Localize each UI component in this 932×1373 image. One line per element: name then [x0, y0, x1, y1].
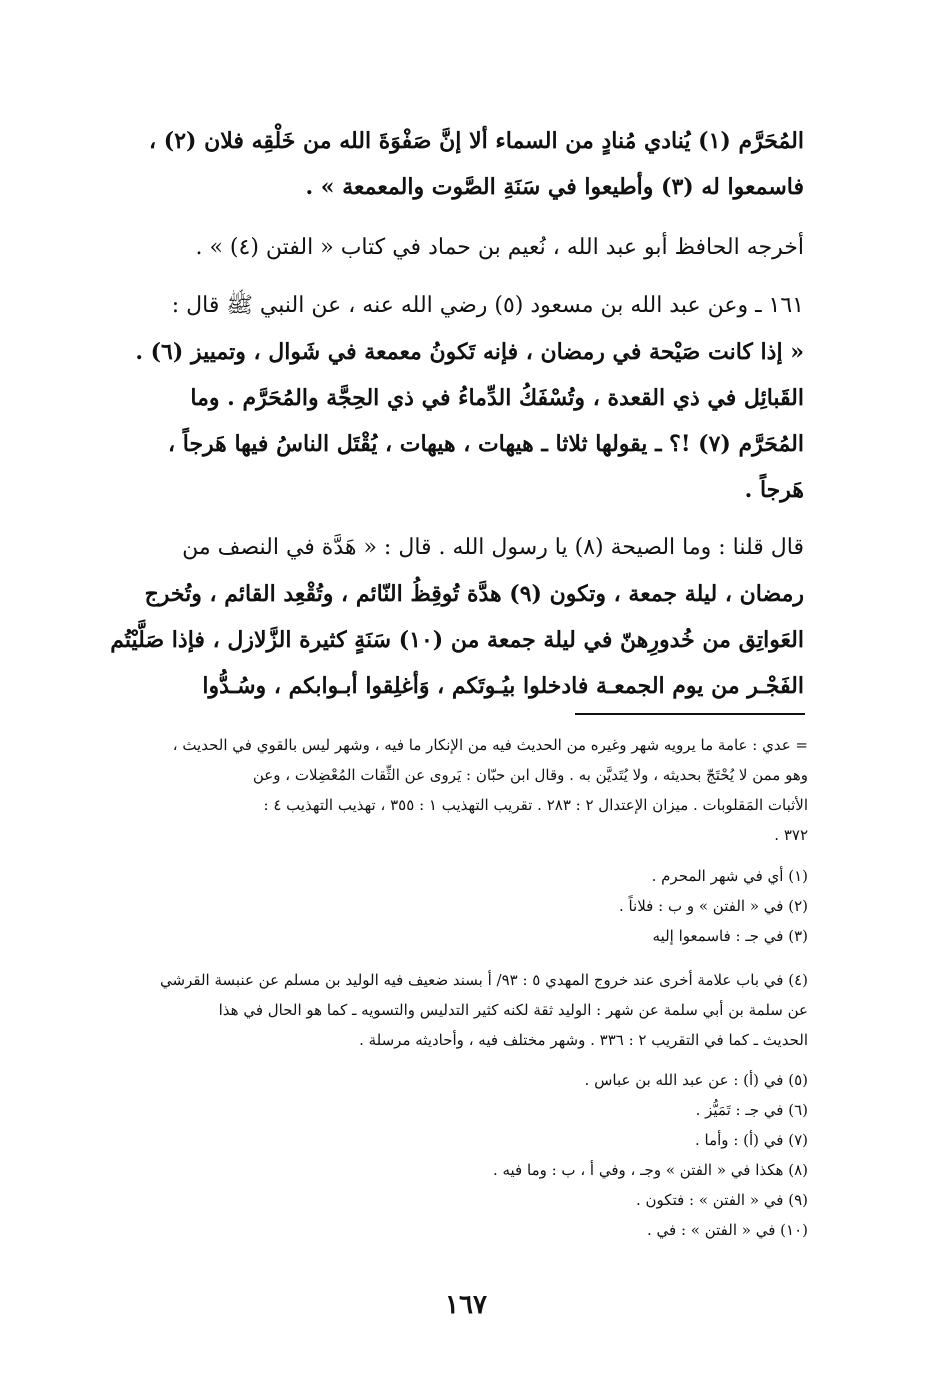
paragraph-hadith-161: [118, 283, 804, 513]
footnote-line: (٦) في جـ : تَمَيُّز .: [695, 1101, 808, 1119]
footnotes-group-3: [118, 1065, 808, 1245]
text-line: هَرجاً .: [744, 477, 804, 503]
footnote-line: (١) أي في شهر المحرم .: [651, 867, 808, 885]
footnote-line: (٢) في « الفتن » و ب : فلاناً .: [618, 897, 808, 915]
text-line: « إذا كانت صَيْحة في رمضان ، فإنه تَكونُ معمعة في شَوال ، وتمييز (٦) .: [135, 339, 804, 365]
footnote-line: (٨) هكذا في « الفتن » وجـ ، وفي أ ، ب : وما فيه .: [492, 1161, 808, 1179]
paragraph-question: [110, 525, 804, 709]
text-line: أخرجه الحافظ أبو عبد الله ، نُعيم بن حماد في كتاب « الفتن (٤) » .: [195, 235, 804, 260]
footnote-line: (٥) في (أ) : عن عبد الله بن عباس .: [584, 1071, 808, 1089]
footnotes-group-2: [118, 965, 808, 1055]
footnote-line: عن سلمة بن أبي سلمة عن شهر : الوليد ثقة لكنه كثير التدليس والتسويه ـ كما هو الحال في هذا: [218, 1001, 808, 1019]
page-number: ١٦٧: [445, 1290, 487, 1320]
text-line: قال قلنا : وما الصيحة (٨) يا رسول الله . قال : « هَدَّة في النصف من: [182, 535, 804, 560]
footnote-line: (٧) في (أ) : وأما .: [695, 1131, 808, 1149]
footnotes-group-1: [118, 861, 808, 951]
text-line: المُحَرَّم (١) يُنادي مُنادٍ من السماء ألا إنَّ صَفْوَةَ الله من خَلْقِه فلان (٢) ،: [149, 128, 804, 154]
paragraph-hadith-end: [118, 118, 804, 210]
footnote-divider: [575, 713, 805, 715]
text-line: المُحَرَّم (٧) !؟ ـ يقولها ثلاثا ـ هيهات ، هيهات ، يُقْتَل الناسُ فيها هَرجاً ،: [167, 431, 804, 457]
text-line: القَبائِل في ذي القعدة ، وتُسْفَكُ الدِّماءُ في ذي الحِجَّة والمُحَرَّم . وما: [190, 385, 804, 411]
footnote-line: الحديث ـ كما في التقريب ٢ : ٣٣٦ . وشهر مختلف فيه ، وأحاديثه مرسلة .: [359, 1031, 808, 1049]
text-line: الفَجْـر من يوم الجمعـة فادخلوا بيُـوتَكم ، وَأغلِقوا أبـوابكم ، وسُـدُّوا: [202, 673, 804, 699]
text-line: العَواتِق من خُدورِهنّ في ليلة جمعة من (١٠) سَنَةٍ كثيرة الزَّلازل ، فإذا صَلَّيْتُم: [110, 627, 804, 653]
footnote-line: (٤) في باب علامة أخرى عند خروج المهدي ٥ : ٩٣/ أ بسند ضعيف فيه الوليد بن مسلم عن عنبسة القرشي: [160, 971, 808, 989]
footnotes-continuation: [118, 730, 808, 850]
footnote-line: = عدي : عامة ما يرويه شهر وغيره من الحديث فيه من الإنكار ما فيه ، وشهر ليس بالقوي في الحديث ،: [172, 736, 808, 754]
paragraph-source: [118, 225, 804, 271]
footnote-line: (٣) في جـ : فاسمعوا إليه: [652, 927, 808, 945]
text-line: ١٦١ ـ وعن عبد الله بن مسعود (٥) رضي الله عنه ، عن النبي ﷺ قال :: [171, 293, 804, 318]
footnote-line: الأثبات المَقلوبات . ميزان الإعتدال ٢ : ٢٨٣ . تقريب التهذيب ١ : ٣٥٥ ، تهذيب التهذيب ٤ :: [263, 796, 808, 814]
text-line: فاسمعوا له (٣) وأطيعوا في سَنَةِ الصَّوت والمعمعة » .: [305, 174, 804, 200]
footnote-line: ٣٧٢ .: [774, 826, 808, 844]
text-line: رمضان ، ليلة جمعة ، وتكون (٩) هدَّة تُوقِظُ النّائم ، وتُقْعِد القائم ، وتُخرج: [144, 581, 804, 607]
footnote-line: وهو ممن لا يُحْتَجّ بحديثه ، ولا يُتَديَّن به . وقال ابن حبّان : يَروى عن الثِّقات المُعْضِلات ، وعن: [252, 766, 808, 784]
footnote-line: (٩) في « الفتن » : فتكون .: [635, 1191, 808, 1209]
footnote-line: (١٠) في « الفتن » : في .: [646, 1221, 808, 1239]
